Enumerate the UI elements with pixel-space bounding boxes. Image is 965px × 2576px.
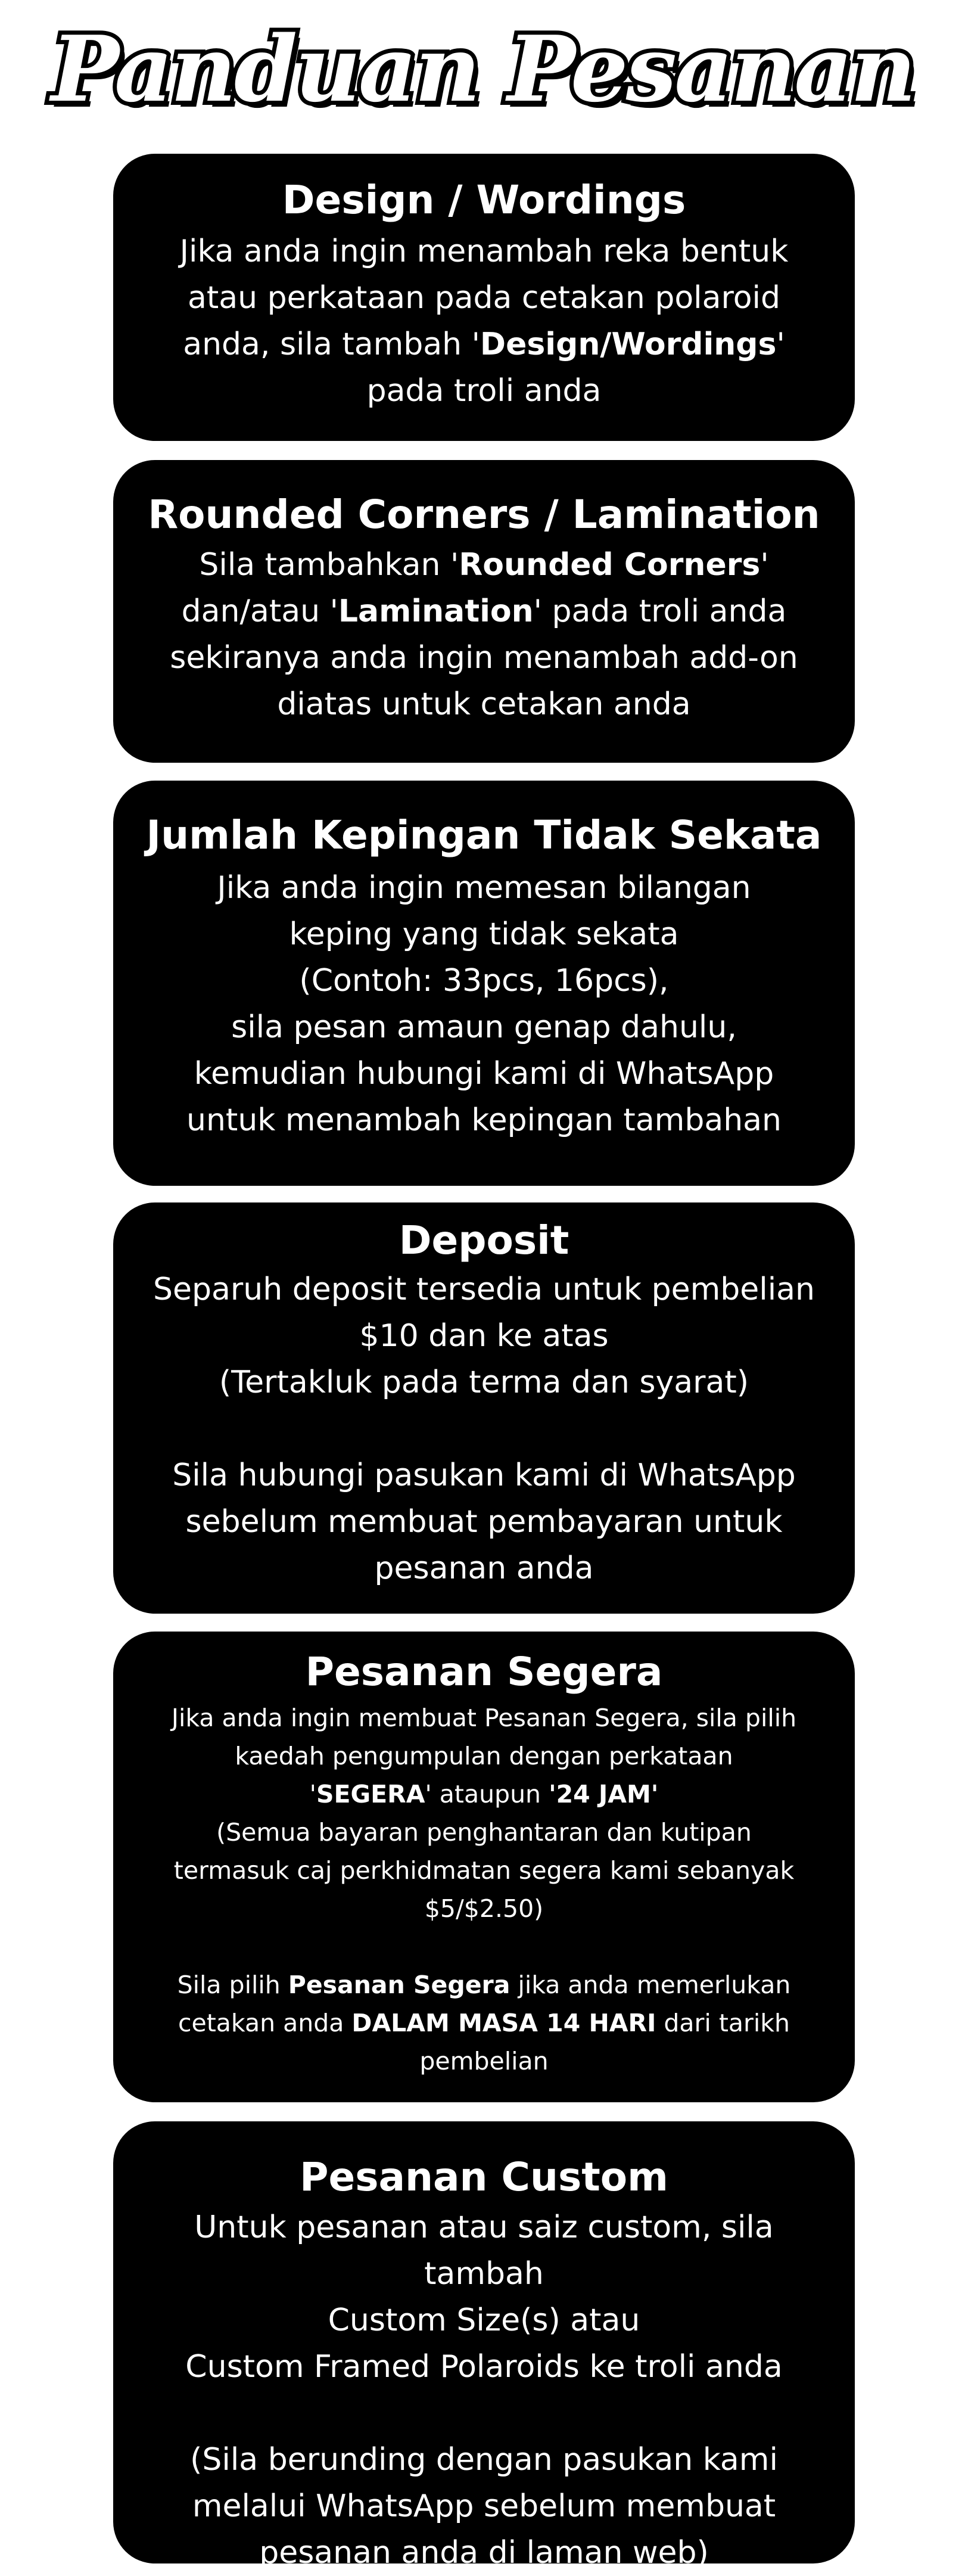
text-segment: dan/atau ': [181, 593, 338, 630]
spacer: [172, 1928, 796, 1966]
text-segment: ': [776, 327, 785, 363]
body-line: [172, 1775, 796, 1813]
body-line: [186, 958, 782, 1004]
page-title: Panduan Pesanan: [51, 15, 914, 122]
card-body: [153, 1266, 815, 1592]
text-segment: kaedah pengumpulan dengan perkataan: [235, 1742, 733, 1771]
text-segment: Sila tambahkan ': [199, 547, 459, 583]
card-jumlah-kepingan: [113, 781, 855, 1186]
text-segment: pada troli anda: [366, 373, 602, 409]
body-line: [172, 2004, 796, 2042]
text-segment: Separuh deposit tersedia untuk pembelian: [153, 1272, 815, 1308]
body-line: [137, 2204, 831, 2297]
text-segment: sebelum membuat pembayaran untuk: [185, 1504, 783, 1540]
text-segment: Untuk pesanan atau saiz custom, sila tambah: [194, 2210, 774, 2292]
body-line: [137, 2344, 831, 2390]
text-segment: diatas untuk cetakan anda: [277, 686, 691, 723]
text-segment: anda, sila tambah ': [183, 327, 480, 363]
body-line: [137, 2297, 831, 2344]
body-line: [137, 2437, 831, 2483]
text-segment: ' ataupun: [425, 1780, 549, 1809]
body-line: [172, 2042, 796, 2080]
body-line: [172, 1890, 796, 1928]
text-segment: melalui WhatsApp sebelum membuat: [192, 2488, 776, 2525]
text-segment: Jika anda ingin membuat Pesanan Segera, sila pilih: [171, 1704, 797, 1733]
body-line: [172, 1737, 796, 1775]
text-segment: ': [309, 1780, 316, 1809]
bold-text: SEGERA: [316, 1780, 425, 1809]
text-segment: termasuk caj perkhidmatan segera kami sebanyak: [173, 1856, 795, 1885]
card-body: [170, 542, 798, 728]
card-body: [172, 1699, 796, 2080]
body-line: [137, 2530, 831, 2576]
text-segment: (Semua bayaran penghantaran dan kutipan: [216, 1818, 752, 1847]
card-title: Deposit: [399, 1217, 569, 1263]
card-body: [186, 865, 782, 1143]
bold-text: Lamination: [338, 593, 534, 630]
card-body: [137, 2204, 831, 2576]
text-segment: keping yang tidak sekata: [289, 916, 679, 953]
bold-text: '24 JAM': [549, 1780, 659, 1809]
bold-text: Rounded Corners: [459, 547, 761, 583]
card-pesanan-custom: [113, 2121, 855, 2571]
text-segment: cetakan anda: [178, 2009, 352, 2038]
body-line: [153, 1499, 815, 1545]
text-segment: atau perkataan pada cetakan polaroid: [188, 280, 780, 316]
body-line: [170, 542, 798, 588]
text-segment: $5/$2.50): [424, 1894, 544, 1924]
text-segment: Jika anda ingin menambah reka bentuk: [179, 234, 789, 270]
body-line: [153, 1313, 815, 1359]
body-line: [172, 1851, 796, 1890]
text-segment: (Contoh: 33pcs, 16pcs),: [299, 963, 669, 999]
text-segment: (Tertakluk pada terma dan syarat): [219, 1365, 749, 1401]
card-title: Rounded Corners / Lamination: [148, 492, 820, 537]
body-line: [153, 1452, 815, 1499]
bold-text: Pesanan Segera: [288, 1971, 510, 2000]
text-segment: Jika anda ingin memesan bilangan: [217, 870, 751, 906]
card-body: [180, 228, 789, 414]
body-line: [186, 911, 782, 958]
card-title: Jumlah Kepingan Tidak Sekata: [146, 812, 822, 858]
body-line: [137, 2483, 831, 2530]
text-segment: dari tarikh: [656, 2009, 790, 2038]
body-line: [170, 588, 798, 635]
text-segment: ' pada troli anda: [533, 593, 787, 630]
body-line: [180, 275, 789, 321]
text-segment: pesanan anda di laman web): [259, 2535, 709, 2571]
text-segment: untuk menambah kepingan tambahan: [186, 1102, 782, 1139]
body-line: [153, 1266, 815, 1313]
body-line: [170, 635, 798, 681]
body-line: [170, 681, 798, 728]
body-line: [172, 1966, 796, 2004]
text-segment: sekiranya anda ingin menambah add-on: [170, 640, 798, 676]
bold-text: DALAM MASA 14 HARI: [351, 2009, 656, 2038]
text-segment: jika anda memerlukan: [510, 1971, 791, 2000]
spacer: [153, 1406, 815, 1452]
body-line: [180, 228, 789, 275]
card-deposit: [113, 1202, 855, 1614]
text-segment: Sila hubungi pasukan kami di WhatsApp: [172, 1458, 796, 1494]
text-segment: sila pesan amaun genap dahulu,: [231, 1009, 737, 1046]
body-line: [172, 1699, 796, 1737]
text-segment: kemudian hubungi kami di WhatsApp: [194, 1056, 774, 1092]
card-design-wordings: [113, 154, 855, 441]
body-line: [153, 1545, 815, 1592]
body-line: [186, 1004, 782, 1051]
text-segment: pembelian: [419, 2047, 549, 2076]
body-line: [186, 865, 782, 911]
card-title: Design / Wordings: [282, 177, 686, 223]
card-title: Pesanan Custom: [300, 2154, 668, 2200]
text-segment: (Sila berunding dengan pasukan kami: [190, 2442, 778, 2478]
text-segment: Custom Size(s) atau: [328, 2302, 640, 2339]
bold-text: Design/Wordings: [480, 327, 777, 363]
body-line: [172, 1813, 796, 1851]
card-pesanan-segera: [113, 1632, 855, 2102]
body-line: [180, 368, 789, 414]
body-line: [180, 321, 789, 368]
body-line: [186, 1097, 782, 1143]
card-title: Pesanan Segera: [305, 1649, 663, 1695]
text-segment: pesanan anda: [374, 1550, 594, 1587]
body-line: [153, 1359, 815, 1406]
text-segment: Sila pilih: [177, 1971, 288, 2000]
body-line: [186, 1051, 782, 1097]
text-segment: Custom Framed Polaroids ke troli anda: [185, 2349, 783, 2385]
spacer: [137, 2390, 831, 2437]
text-segment: ': [760, 547, 769, 583]
text-segment: $10 dan ke atas: [359, 1318, 609, 1354]
card-rounded-corners-lamination: [113, 460, 855, 763]
